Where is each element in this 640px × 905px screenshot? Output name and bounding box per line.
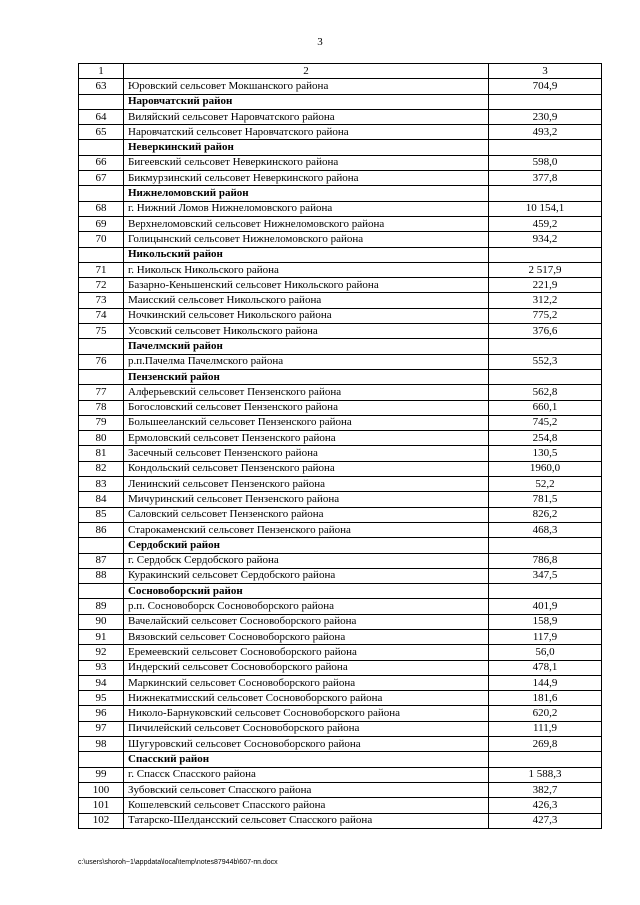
row-value: 781,5	[489, 492, 602, 507]
row-number: 86	[79, 522, 124, 537]
row-value: 254,8	[489, 431, 602, 446]
settlement-name: Верхнеломовский сельсовет Нижнеломовского района	[124, 216, 489, 231]
row-value: 468,3	[489, 522, 602, 537]
district-name: Пачелмский район	[124, 339, 489, 354]
row-value: 552,3	[489, 354, 602, 369]
table-row	[79, 507, 602, 522]
row-number: 93	[79, 660, 124, 675]
table-row	[79, 216, 602, 231]
row-number: 94	[79, 675, 124, 690]
settlement-name: Зубовский сельсовет Спасского района	[124, 782, 489, 797]
district-header-row	[79, 94, 602, 109]
row-value: 1 588,3	[489, 767, 602, 782]
settlement-name: Пичилейский сельсовет Сосновоборского района	[124, 721, 489, 736]
table-row	[79, 767, 602, 782]
settlement-name: Куракинский сельсовет Сердобского района	[124, 568, 489, 583]
settlement-name: г. Нижний Ломов Нижнеломовского района	[124, 201, 489, 216]
row-value: 786,8	[489, 553, 602, 568]
row-number: 65	[79, 125, 124, 140]
table-row	[79, 415, 602, 430]
row-value: 826,2	[489, 507, 602, 522]
table-row	[79, 691, 602, 706]
row-value: 2 517,9	[489, 262, 602, 277]
row-number: 98	[79, 737, 124, 752]
settlement-name: Бигеевский сельсовет Неверкинского района	[124, 155, 489, 170]
row-value: 1960,0	[489, 461, 602, 476]
settlement-name: Бикмурзинский сельсовет Неверкинского района	[124, 171, 489, 186]
table-row	[79, 737, 602, 752]
row-value	[489, 752, 602, 767]
row-number	[79, 247, 124, 262]
column-header-value: 3	[489, 64, 602, 79]
row-value: 117,9	[489, 629, 602, 644]
settlement-name: Богословский сельсовет Пензенского района	[124, 400, 489, 415]
row-value: 158,9	[489, 614, 602, 629]
row-number	[79, 538, 124, 553]
row-value: 347,5	[489, 568, 602, 583]
settlement-name: Маисский сельсовет Никольского района	[124, 293, 489, 308]
settlement-name: Ночкинский сельсовет Никольского района	[124, 308, 489, 323]
row-number: 64	[79, 109, 124, 124]
row-value: 52,2	[489, 477, 602, 492]
table-row	[79, 400, 602, 415]
row-value: 382,7	[489, 782, 602, 797]
row-number: 78	[79, 400, 124, 415]
district-header-row	[79, 140, 602, 155]
row-value: 775,2	[489, 308, 602, 323]
row-value	[489, 186, 602, 201]
row-value: 660,1	[489, 400, 602, 415]
row-value: 478,1	[489, 660, 602, 675]
table-row	[79, 798, 602, 813]
row-number: 99	[79, 767, 124, 782]
row-value: 144,9	[489, 675, 602, 690]
row-number: 79	[79, 415, 124, 430]
row-number	[79, 584, 124, 599]
row-number: 91	[79, 629, 124, 644]
district-name: Сосновоборский район	[124, 584, 489, 599]
row-value: 493,2	[489, 125, 602, 140]
file-path-footer: c:\users\shoroh~1\appdata\local\temp\notes87944b\607-пп.docx	[78, 859, 278, 866]
settlement-name: Виляйский сельсовет Наровчатского района	[124, 109, 489, 124]
settlement-name: Николо-Барнуковский сельсовет Сосновоборского района	[124, 706, 489, 721]
budget-table	[78, 63, 602, 829]
column-header-name: 2	[124, 64, 489, 79]
row-value: 401,9	[489, 599, 602, 614]
table-row	[79, 782, 602, 797]
table-row	[79, 492, 602, 507]
table-row	[79, 629, 602, 644]
row-number: 89	[79, 599, 124, 614]
settlement-name: Усовский сельсовет Никольского района	[124, 324, 489, 339]
row-value	[489, 369, 602, 384]
table-row	[79, 324, 602, 339]
district-name: Нижнеломовский район	[124, 186, 489, 201]
table-row	[79, 813, 602, 828]
row-number	[79, 339, 124, 354]
row-number: 96	[79, 706, 124, 721]
table-row	[79, 568, 602, 583]
table-row	[79, 721, 602, 736]
settlement-name: Ермоловский сельсовет Пензенского района	[124, 431, 489, 446]
row-number: 100	[79, 782, 124, 797]
district-header-row	[79, 752, 602, 767]
table-row	[79, 79, 602, 94]
table-row	[79, 155, 602, 170]
row-number: 88	[79, 568, 124, 583]
table-row	[79, 446, 602, 461]
settlement-name: Кошелевский сельсовет Спасского района	[124, 798, 489, 813]
table-row	[79, 171, 602, 186]
district-name: Никольский район	[124, 247, 489, 262]
table-row	[79, 461, 602, 476]
table-row	[79, 232, 602, 247]
settlement-name: г. Сердобск Сердобского района	[124, 553, 489, 568]
row-value: 598,0	[489, 155, 602, 170]
district-name: Пензенский район	[124, 369, 489, 384]
table-row	[79, 293, 602, 308]
row-value: 745,2	[489, 415, 602, 430]
table-row	[79, 109, 602, 124]
table-row	[79, 477, 602, 492]
district-name: Неверкинский район	[124, 140, 489, 155]
row-value	[489, 247, 602, 262]
district-name: Сердобский район	[124, 538, 489, 553]
row-number: 67	[79, 171, 124, 186]
settlement-name: Старокаменский сельсовет Пензенского района	[124, 522, 489, 537]
settlement-name: Засечный сельсовет Пензенского района	[124, 446, 489, 461]
district-name: Спасский район	[124, 752, 489, 767]
district-header-row	[79, 538, 602, 553]
row-value: 459,2	[489, 216, 602, 231]
district-name: Наровчатский район	[124, 94, 489, 109]
row-number: 75	[79, 324, 124, 339]
row-number	[79, 752, 124, 767]
row-number: 92	[79, 645, 124, 660]
table-row	[79, 385, 602, 400]
row-value: 377,8	[489, 171, 602, 186]
settlement-name: Татарско-Шелдансский сельсовет Спасского района	[124, 813, 489, 828]
settlement-name: Вязовский сельсовет Сосновоборского района	[124, 629, 489, 644]
row-number: 81	[79, 446, 124, 461]
row-value: 562,8	[489, 385, 602, 400]
row-number: 90	[79, 614, 124, 629]
settlement-name: Базарно-Кеньшенский сельсовет Никольского района	[124, 278, 489, 293]
settlement-name: Еремеевский сельсовет Сосновоборского района	[124, 645, 489, 660]
row-number: 102	[79, 813, 124, 828]
settlement-name: Юровский сельсовет Мокшанского района	[124, 79, 489, 94]
row-number: 63	[79, 79, 124, 94]
row-number	[79, 140, 124, 155]
row-number	[79, 186, 124, 201]
table-row	[79, 308, 602, 323]
row-number: 80	[79, 431, 124, 446]
row-value: 704,9	[489, 79, 602, 94]
district-header-row	[79, 584, 602, 599]
settlement-name: р.п. Сосновоборск Сосновоборского района	[124, 599, 489, 614]
row-value: 426,3	[489, 798, 602, 813]
settlement-name: Большееланский сельсовет Пензенского района	[124, 415, 489, 430]
row-value: 934,2	[489, 232, 602, 247]
table-body	[79, 79, 602, 829]
table-row	[79, 645, 602, 660]
settlement-name: Алферьевский сельсовет Пензенского района	[124, 385, 489, 400]
settlement-name: Наровчатский сельсовет Наровчатского района	[124, 125, 489, 140]
row-number: 69	[79, 216, 124, 231]
row-number	[79, 369, 124, 384]
row-value	[489, 584, 602, 599]
table-row	[79, 522, 602, 537]
settlement-name: Голицынский сельсовет Нижнеломовского района	[124, 232, 489, 247]
row-value: 312,2	[489, 293, 602, 308]
settlement-name: Нижнекатмисский сельсовет Сосновоборского района	[124, 691, 489, 706]
row-value: 427,3	[489, 813, 602, 828]
row-number: 71	[79, 262, 124, 277]
row-value: 111,9	[489, 721, 602, 736]
row-value	[489, 339, 602, 354]
row-value	[489, 140, 602, 155]
row-value: 376,6	[489, 324, 602, 339]
row-number: 72	[79, 278, 124, 293]
settlement-name: Ленинский сельсовет Пензенского района	[124, 477, 489, 492]
row-value: 130,5	[489, 446, 602, 461]
row-number: 101	[79, 798, 124, 813]
row-value: 620,2	[489, 706, 602, 721]
column-header-number: 1	[79, 64, 124, 79]
table-row	[79, 431, 602, 446]
row-value	[489, 538, 602, 553]
row-number: 87	[79, 553, 124, 568]
settlement-name: г. Спасск Спасского района	[124, 767, 489, 782]
table-row	[79, 614, 602, 629]
settlement-name: Маркинский сельсовет Сосновоборского района	[124, 675, 489, 690]
row-number: 68	[79, 201, 124, 216]
row-number: 83	[79, 477, 124, 492]
row-number: 76	[79, 354, 124, 369]
settlement-name: Саловский сельсовет Пензенского района	[124, 507, 489, 522]
row-number: 70	[79, 232, 124, 247]
row-value: 221,9	[489, 278, 602, 293]
row-value	[489, 94, 602, 109]
row-number: 66	[79, 155, 124, 170]
row-number: 74	[79, 308, 124, 323]
row-value: 56,0	[489, 645, 602, 660]
row-number: 73	[79, 293, 124, 308]
settlement-name: Шугуровский сельсовет Сосновоборского района	[124, 737, 489, 752]
page-number: 3	[317, 36, 323, 48]
table-row	[79, 262, 602, 277]
table-row	[79, 660, 602, 675]
district-header-row	[79, 339, 602, 354]
table-row	[79, 354, 602, 369]
table-row	[79, 278, 602, 293]
row-number: 97	[79, 721, 124, 736]
settlement-name: Кондольский сельсовет Пензенского района	[124, 461, 489, 476]
row-value: 230,9	[489, 109, 602, 124]
row-value: 181,6	[489, 691, 602, 706]
table-row	[79, 675, 602, 690]
settlement-name: г. Никольск Никольского района	[124, 262, 489, 277]
district-header-row	[79, 369, 602, 384]
table-row	[79, 201, 602, 216]
table-row	[79, 553, 602, 568]
row-value: 10 154,1	[489, 201, 602, 216]
row-number: 77	[79, 385, 124, 400]
row-number	[79, 94, 124, 109]
settlement-name: Мичуринский сельсовет Пензенского района	[124, 492, 489, 507]
table-header-row	[79, 64, 602, 79]
table-row	[79, 125, 602, 140]
row-number: 84	[79, 492, 124, 507]
row-number: 82	[79, 461, 124, 476]
settlement-name: Вачелайский сельсовет Сосновоборского района	[124, 614, 489, 629]
row-number: 95	[79, 691, 124, 706]
settlement-name: Индерский сельсовет Сосновоборского района	[124, 660, 489, 675]
settlement-name: р.п.Пачелма Пачелмского района	[124, 354, 489, 369]
table-row	[79, 599, 602, 614]
table-row	[79, 706, 602, 721]
row-number: 85	[79, 507, 124, 522]
district-header-row	[79, 186, 602, 201]
district-header-row	[79, 247, 602, 262]
row-value: 269,8	[489, 737, 602, 752]
